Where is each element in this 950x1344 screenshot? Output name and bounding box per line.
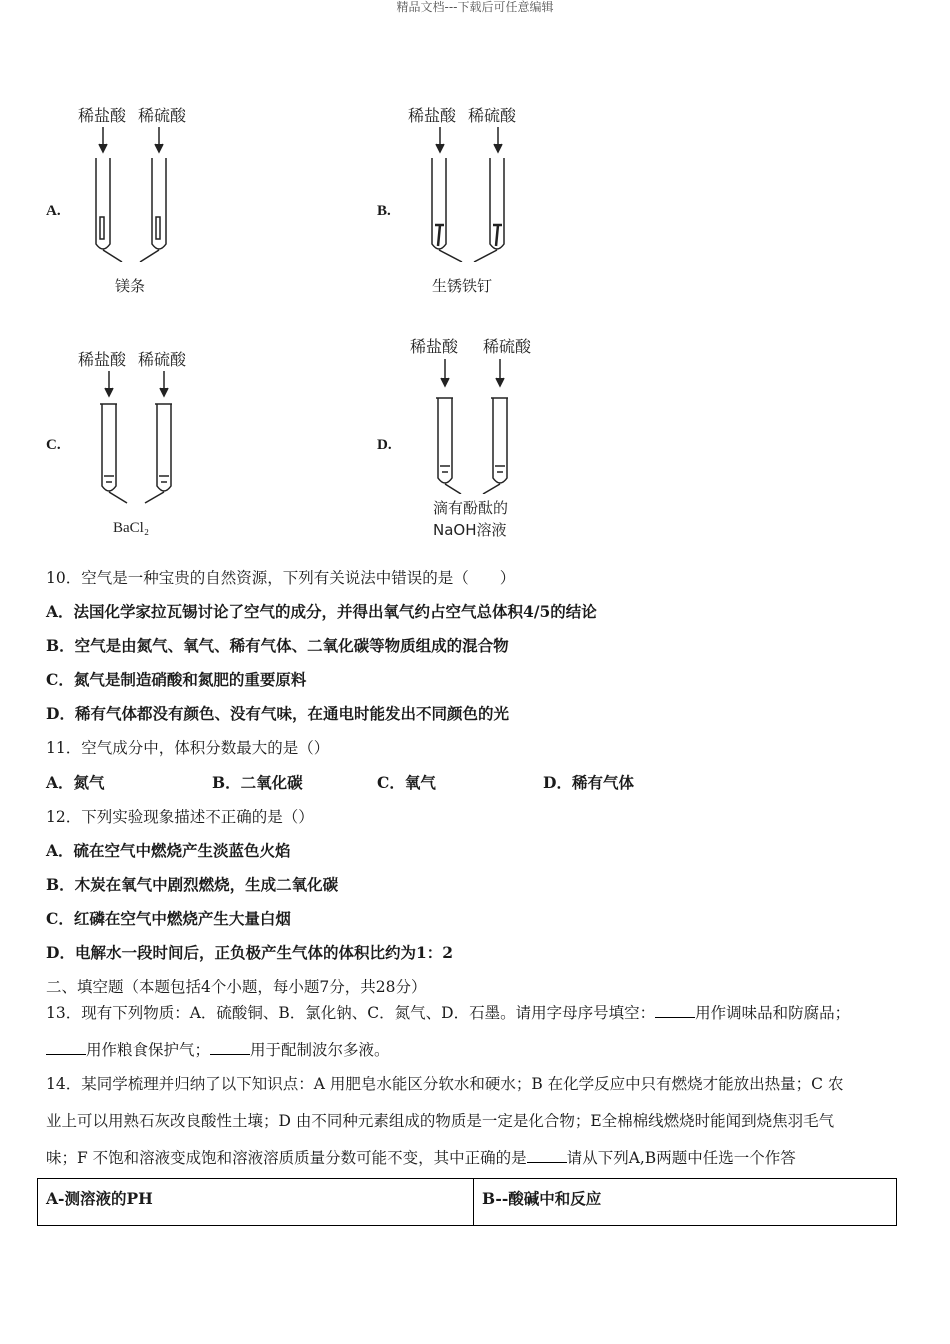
magnesium-ribbon-label: 镁条 xyxy=(115,277,146,295)
answer-blank[interactable] xyxy=(210,1040,250,1055)
acid-label-hcl: 稀盐酸 xyxy=(78,106,127,125)
rusty-nail-label: 生锈铁钉 xyxy=(432,277,493,295)
question-12-stem: 12．下列实验现象描述不正确的是（） xyxy=(46,808,314,826)
test-tubes-magnesium-figure xyxy=(80,122,190,262)
section-2-heading: 二、填空题（本题包括4个小题，每小题7分，共28分） xyxy=(46,978,427,996)
question-11-option-d: D．稀有气体 xyxy=(543,773,634,792)
question-14-line-2: 业上可以用熟石灰改良酸性土壤；D 由不同种元素组成的物质是一定是化合物；E全棉棉线燃烧时能闻到烧焦羽毛气 xyxy=(46,1112,835,1130)
test-tubes-bacl2-figure xyxy=(85,366,195,506)
acid-label-h2so4: 稀硫酸 xyxy=(138,106,187,125)
question-13-part-1: 用作调味品和防腐品； xyxy=(695,1004,851,1022)
test-tubes-rusty-nail-figure xyxy=(410,122,520,262)
question-10-option-a: A．法国化学家拉瓦锡讨论了空气的成分，并得出氧气约占空气总体积4/5的结论 xyxy=(46,602,597,621)
table-cell-a: A-测溶液的PH xyxy=(38,1179,474,1225)
question-14-line-3 xyxy=(46,1148,796,1168)
answer-blank[interactable] xyxy=(46,1040,86,1055)
answer-blank[interactable] xyxy=(655,1003,695,1018)
question-10-option-b: B．空气是由氮气、氧气、稀有气体、二氧化碳等物质组成的混合物 xyxy=(46,636,509,655)
option-a-label: A. xyxy=(46,203,61,219)
question-12-option-d: D．电解水一段时间后，正负极产生气体的体积比约为1：2 xyxy=(46,943,454,962)
option-b-label: B. xyxy=(377,203,391,219)
acid-label-hcl: 稀盐酸 xyxy=(408,106,457,125)
acid-label-hcl: 稀盐酸 xyxy=(410,337,459,356)
table-cell-b: B--酸碱中和反应 xyxy=(482,1189,602,1208)
phenolphthalein-label: 滴有酚酞的 xyxy=(433,499,509,517)
question-10-stem: 10．空气是一种宝贵的自然资源，下列有关说法中错误的是（ ） xyxy=(46,569,516,587)
test-tubes-naoh-phenolphthalein-figure xyxy=(425,354,535,494)
naoh-solution-label: NaOH溶液 xyxy=(433,521,507,539)
question-14-text: 味；F 不饱和溶液变成饱和溶液溶质质量分数可能不变，其中正确的是 xyxy=(46,1149,527,1167)
option-d-label: D. xyxy=(377,437,392,453)
question-13-line-2 xyxy=(46,1040,390,1060)
answer-blank[interactable] xyxy=(527,1148,567,1163)
question-10-option-d: D．稀有气体都没有颜色、没有气味，在通电时能发出不同颜色的光 xyxy=(46,704,509,723)
question-13-stem: 13．现有下列物质：A．硫酸铜、B．氯化钠、C．氮气、D．石墨。请用字母序号填空： xyxy=(46,1004,656,1022)
bacl2-label: BaCl₂ xyxy=(113,520,150,536)
page-header: 精品文档---下载后可任意编辑 xyxy=(396,0,554,14)
question-12-option-c: C．红磷在空气中燃烧产生大量白烟 xyxy=(46,909,291,928)
acid-label-hcl: 稀盐酸 xyxy=(78,350,127,369)
question-13-part-2: 用作粮食保护气； xyxy=(86,1041,211,1059)
question-13-line-1 xyxy=(46,1003,850,1023)
question-14-line-1: 14．某同学梳理并归纳了以下知识点：A 用肥皂水能区分软水和硬水；B 在化学反应中只有燃烧才能放出热量；C 农 xyxy=(46,1075,844,1093)
question-12-option-a: A．硫在空气中燃烧产生淡蓝色火焰 xyxy=(46,841,291,860)
acid-label-h2so4: 稀硫酸 xyxy=(468,106,517,125)
question-13-part-3: 用于配制波尔多液。 xyxy=(250,1041,390,1059)
question-14-choose-text: 请从下列A,B两题中任选一个作答 xyxy=(566,1149,796,1167)
acid-label-h2so4: 稀硫酸 xyxy=(483,337,532,356)
question-11-option-c: C．氧气 xyxy=(377,773,436,792)
choice-table xyxy=(37,1178,897,1226)
acid-label-h2so4: 稀硫酸 xyxy=(138,350,187,369)
question-12-option-b: B．木炭在氧气中剧烈燃烧，生成二氧化碳 xyxy=(46,875,339,894)
question-10-option-c: C．氮气是制造硝酸和氮肥的重要原料 xyxy=(46,670,307,689)
question-11-option-a: A．氮气 xyxy=(46,773,105,792)
option-c-label: C. xyxy=(46,437,61,453)
question-11-stem: 11．空气成分中，体积分数最大的是（） xyxy=(46,739,330,757)
question-11-option-b: B．二氧化碳 xyxy=(212,773,303,792)
